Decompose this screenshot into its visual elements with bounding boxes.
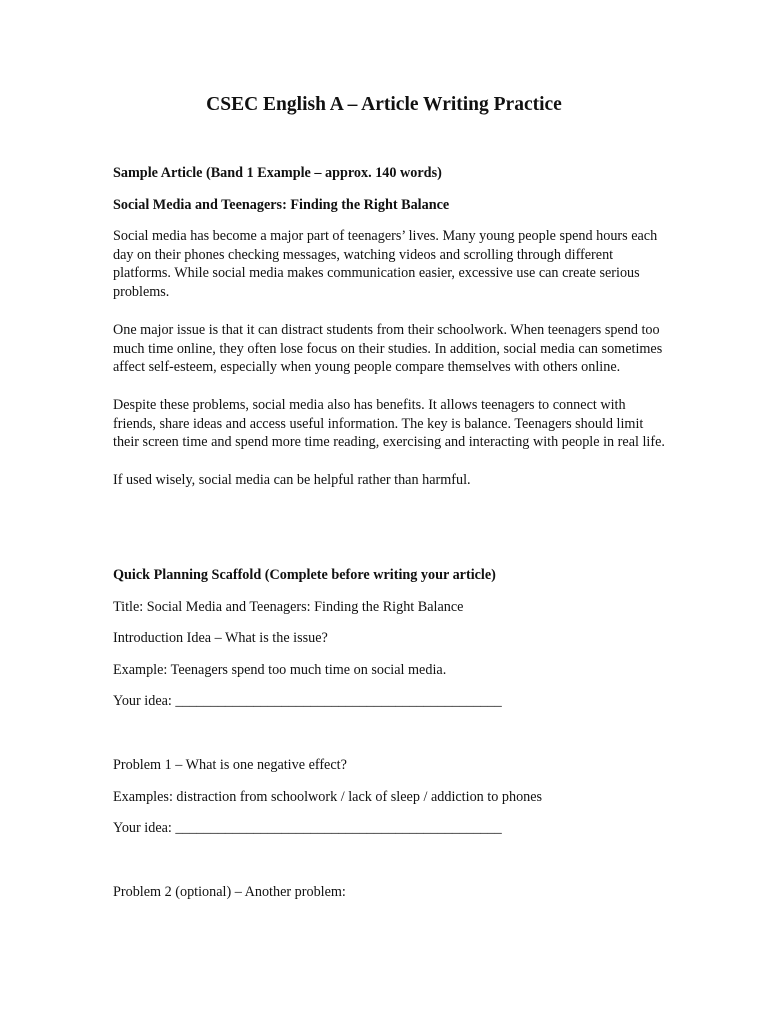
sample-article-heading: Sample Article (Band 1 Example – approx. 140 words) bbox=[113, 165, 442, 181]
document-title: CSEC English A – Article Writing Practice bbox=[206, 94, 562, 115]
scaffold-heading: Quick Planning Scaffold (Complete before writing your article) bbox=[113, 567, 496, 583]
paragraph-line: platforms. While social media makes communication easier, excessive use can create serious bbox=[113, 265, 640, 282]
paragraph-line: day on their phones checking messages, watching videos and scrolling through different bbox=[113, 246, 614, 263]
problem2-prompt: Problem 2 (optional) – Another problem: bbox=[113, 884, 346, 900]
intro-prompt: Introduction Idea – What is the issue? bbox=[113, 630, 328, 646]
paragraph-line: their screen time and spend more time reading, exercising and interacting with people in real life. bbox=[113, 434, 665, 451]
paragraph-line: Social media has become a major part of teenagers’ lives. Many young people spend hours each bbox=[113, 228, 658, 244]
intro-example: Example: Teenagers spend too much time on social media. bbox=[113, 662, 447, 678]
problem1-prompt: Problem 1 – What is one negative effect? bbox=[113, 757, 347, 773]
paragraph-line: One major issue is that it can distract students from their schoolwork. When teenagers spend too bbox=[113, 322, 660, 338]
paragraph-line: problems. bbox=[113, 283, 170, 300]
problem1-your-idea-line[interactable]: Your idea: ______________________________________________ bbox=[113, 820, 502, 836]
paragraph-line: If used wisely, social media can be helpful rather than harmful. bbox=[113, 472, 471, 488]
article-paragraph-1 bbox=[113, 227, 658, 301]
article-paragraph-2 bbox=[113, 321, 663, 377]
paragraph-line: Despite these problems, social media also has benefits. It allows teenagers to connect with bbox=[113, 397, 626, 413]
intro-your-idea-line[interactable]: Your idea: ______________________________________________ bbox=[113, 693, 502, 709]
problem1-examples: Examples: distraction from schoolwork / lack of sleep / addiction to phones bbox=[113, 789, 543, 805]
paragraph-line: much time online, they often lose focus on their studies. In addition, social media can sometimes bbox=[113, 340, 663, 357]
article-paragraph-3 bbox=[113, 396, 665, 452]
scaffold-title-line: Title: Social Media and Teenagers: Finding the Right Balance bbox=[113, 599, 464, 615]
article-title: Social Media and Teenagers: Finding the Right Balance bbox=[113, 197, 450, 213]
paragraph-line: affect self-esteem, especially when young people compare themselves with others online. bbox=[113, 359, 621, 376]
article-paragraph-4 bbox=[113, 471, 658, 490]
paragraph-line: friends, share ideas and access useful information. The key is balance. Teenagers should limit bbox=[113, 415, 644, 432]
